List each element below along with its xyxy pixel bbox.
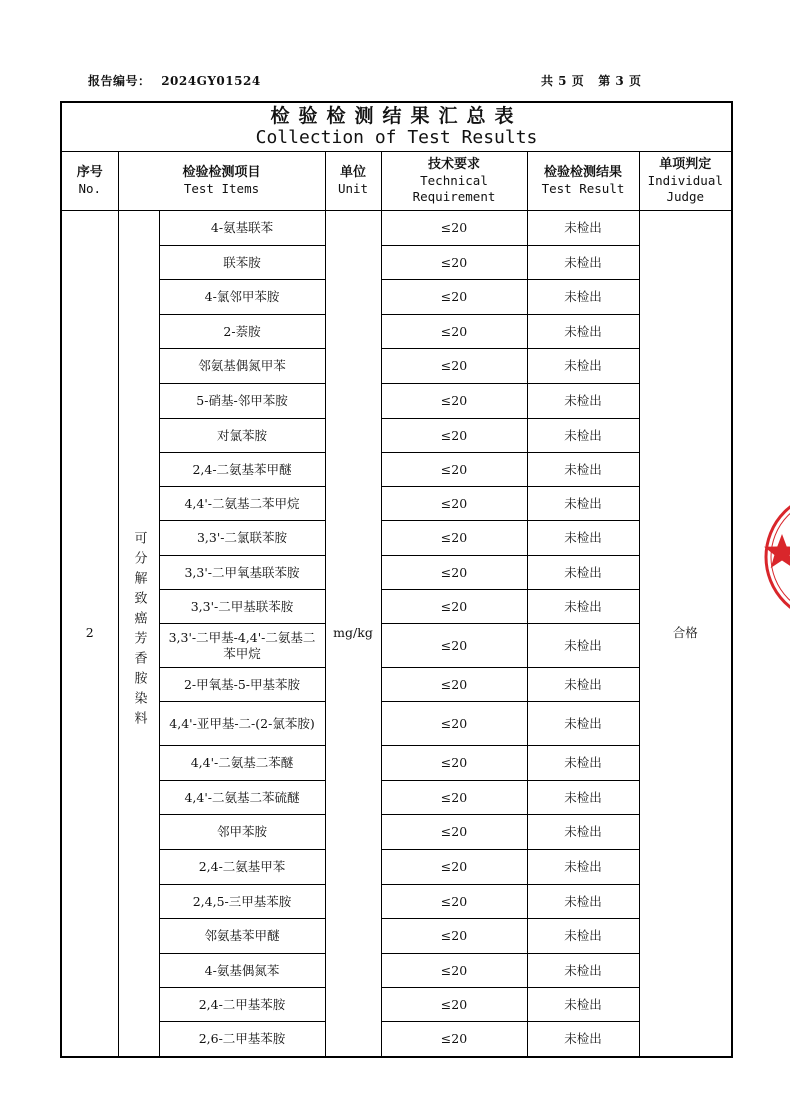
col-header-result-en: Test Result [541,181,625,196]
result-value: 未检出 [527,885,639,919]
results-table [60,101,733,1058]
col-header-items-en: Test Items [183,181,260,196]
result-value: 未检出 [527,702,639,746]
requirement-value: ≤20 [381,746,527,781]
requirement-value: ≤20 [381,556,527,590]
test-item: 邻氨基苯甲醚 [159,919,325,954]
judgment-cell: 合格 [639,211,732,1057]
result-value: 未检出 [527,781,639,815]
result-value: 未检出 [527,1022,639,1057]
table-row [61,954,732,988]
requirement-value: ≤20 [381,885,527,919]
table-row [61,453,732,487]
test-item: 对氯苯胺 [159,419,325,453]
test-item: 4-氨基偶氮苯 [159,954,325,988]
test-item: 2,6-二甲基苯胺 [159,1022,325,1057]
table-title-en: Collection of Test Results [255,127,538,148]
report-number-label: 报告编号： [88,74,151,88]
requirement-value: ≤20 [381,315,527,349]
result-value: 未检出 [527,384,639,419]
category-cell [118,211,159,1057]
requirement-value: ≤20 [381,384,527,419]
requirement-value: ≤20 [381,453,527,487]
col-header-no-en: No. [78,181,102,196]
requirement-value: ≤20 [381,521,527,556]
col-header-unit-cn: 单位 [339,165,366,180]
requirement-value: ≤20 [381,246,527,280]
test-item: 2,4,5-三甲基苯胺 [159,885,325,919]
requirement-value: ≤20 [381,1022,527,1057]
table-row [61,419,732,453]
requirement-value: ≤20 [381,781,527,815]
test-item: 2-甲氧基-5-甲基苯胺 [159,668,325,702]
result-value: 未检出 [527,280,639,315]
table-row [61,885,732,919]
requirement-value: ≤20 [381,211,527,246]
category-label: 可分解致癌芳香胺染料 [131,531,147,732]
col-header-judgment-cn: 单项判定 [659,157,712,172]
report-number [88,72,261,89]
test-item: 4-氯邻甲苯胺 [159,280,325,315]
requirement-value: ≤20 [381,815,527,850]
result-value: 未检出 [527,988,639,1022]
table-row [61,487,732,521]
result-value: 未检出 [527,954,639,988]
result-value: 未检出 [527,815,639,850]
test-item: 4,4'-二氨基二苯硫醚 [159,781,325,815]
test-item: 2,4-二氨基苯甲醚 [159,453,325,487]
requirement-value: ≤20 [381,988,527,1022]
result-value: 未检出 [527,919,639,954]
table-row [61,211,732,246]
test-item: 4,4'-亚甲基-二-(2-氯苯胺) [159,702,325,746]
table-row [61,349,732,384]
result-value: 未检出 [527,453,639,487]
requirement-value: ≤20 [381,702,527,746]
col-header-items-cn: 检验检测项目 [182,165,261,180]
table-row [61,919,732,954]
col-header-requirement-en2: Requirement [412,189,496,204]
col-header-judgment [639,152,732,211]
table-row [61,590,732,624]
col-header-items [118,152,325,211]
test-item: 联苯胺 [159,246,325,280]
test-item: 3,3'-二甲基联苯胺 [159,590,325,624]
result-value: 未检出 [527,590,639,624]
test-item: 2,4-二氨基甲苯 [159,850,325,885]
report-number-value: 2024GY01524 [161,74,261,88]
requirement-value: ≤20 [381,850,527,885]
requirement-value: ≤20 [381,624,527,668]
col-header-no-cn: 序号 [76,165,103,180]
col-header-result [527,152,639,211]
col-header-unit [325,152,381,211]
col-header-requirement-en1: Technical [420,173,488,188]
result-value: 未检出 [527,246,639,280]
table-row [61,280,732,315]
result-value: 未检出 [527,211,639,246]
table-row [61,815,732,850]
table-row [61,746,732,781]
table-title-row [61,102,732,152]
requirement-value: ≤20 [381,349,527,384]
col-header-result-cn: 检验检测结果 [543,165,622,180]
test-item: 4-氨基联苯 [159,211,325,246]
unit-cell: mg/kg [325,211,381,1057]
requirement-value: ≤20 [381,280,527,315]
test-item: 2,4-二甲基苯胺 [159,988,325,1022]
result-value: 未检出 [527,487,639,521]
requirement-value: ≤20 [381,487,527,521]
test-item: 3,3'-二甲氧基联苯胺 [159,556,325,590]
page-info: 共 5 页 第 3 页 [541,74,642,88]
requirement-value: ≤20 [381,919,527,954]
test-item: 5-硝基-邻甲苯胺 [159,384,325,419]
test-item: 4,4'-二氨基二苯甲烷 [159,487,325,521]
test-item: 3,3'-二氯联苯胺 [159,521,325,556]
column-header-row [61,152,732,211]
test-item: 邻氨基偶氮甲苯 [159,349,325,384]
test-item: 邻甲苯胺 [159,815,325,850]
requirement-value: ≤20 [381,668,527,702]
table-title-cn: 检验检测结果汇总表 [270,105,523,127]
table-row [61,315,732,349]
col-header-unit-en: Unit [337,181,369,196]
col-header-requirement [381,152,527,211]
table-row [61,781,732,815]
result-value: 未检出 [527,521,639,556]
official-seal [760,488,790,626]
result-value: 未检出 [527,850,639,885]
table-row [61,556,732,590]
result-value: 未检出 [527,419,639,453]
table-row [61,384,732,419]
table-row [61,521,732,556]
result-value: 未检出 [527,624,639,668]
result-value: 未检出 [527,746,639,781]
table-row [61,246,732,280]
col-header-no [61,152,118,211]
result-value: 未检出 [527,349,639,384]
table-row [61,624,732,668]
result-value: 未检出 [527,315,639,349]
table-row [61,1022,732,1057]
col-header-judgment-en2: Judge [666,189,705,204]
requirement-value: ≤20 [381,590,527,624]
table-row [61,702,732,746]
test-item: 3,3'-二甲基-4,4'-二氨基二苯甲烷 [159,624,325,668]
test-item: 4,4'-二氨基二苯醚 [159,746,325,781]
section-number: 2 [61,211,118,1057]
test-item: 2-萘胺 [159,315,325,349]
result-value: 未检出 [527,556,639,590]
requirement-value: ≤20 [381,954,527,988]
requirement-value: ≤20 [381,419,527,453]
col-header-judgment-en1: Individual [647,173,723,188]
result-value: 未检出 [527,668,639,702]
table-row [61,668,732,702]
col-header-requirement-cn: 技术要求 [427,157,480,172]
table-row [61,850,732,885]
table-row [61,988,732,1022]
